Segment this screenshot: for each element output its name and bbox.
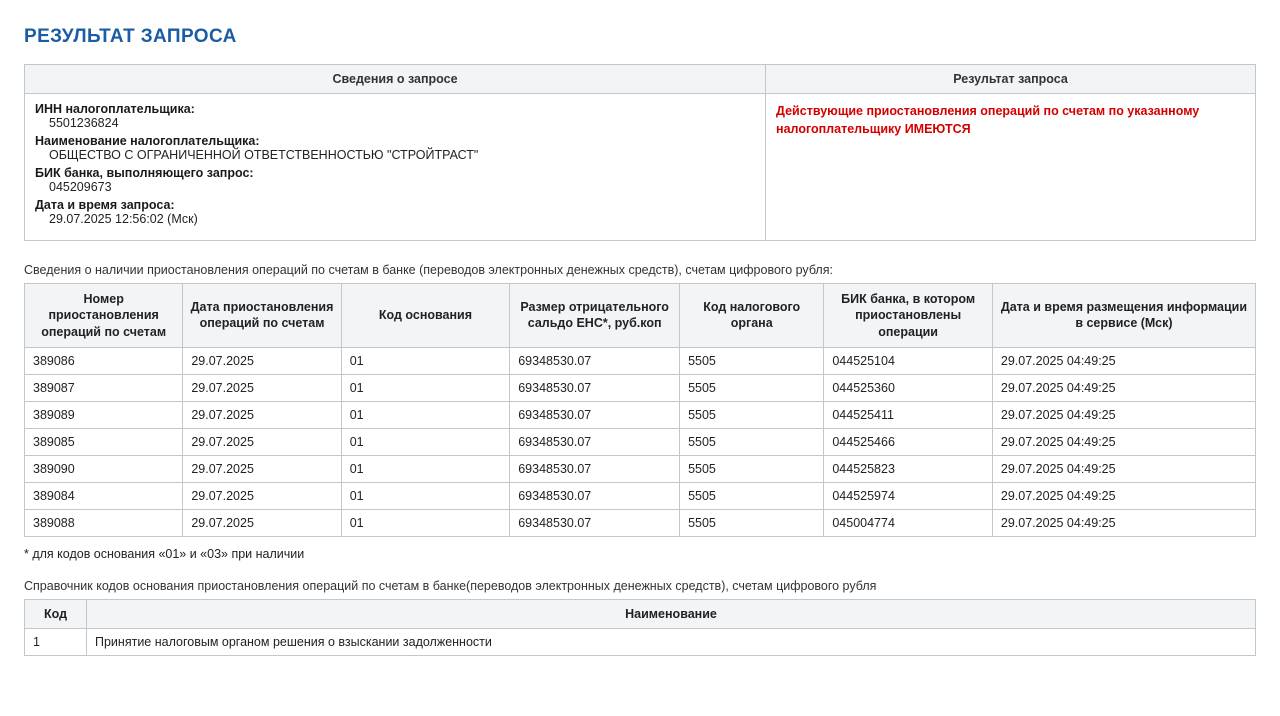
col-tax-authority-code: Код налогового органа (680, 284, 824, 348)
cell-reason-code: 01 (341, 509, 510, 536)
col-suspension-number: Номер приостановления операций по счетам (25, 284, 183, 348)
cell-tax-authority-code: 5505 (680, 482, 824, 509)
cell-suspension-date: 29.07.2025 (183, 482, 341, 509)
suspensions-table (24, 283, 1256, 537)
col-request-result: Результат запроса (766, 65, 1256, 94)
cell-tax-authority-code: 5505 (680, 401, 824, 428)
result-status-text: Действующие приостановления операций по счетам по указанному налогоплательщику ИМЕЮТСЯ (776, 104, 1200, 137)
suspensions-caption: Сведения о наличии приостановления операций по счетам в банке (переводов электронных денежных средств), счетам цифрового рубля: (24, 263, 833, 277)
table-row (25, 628, 1256, 655)
cell-tax-authority-code: 5505 (680, 347, 824, 374)
table-row (25, 482, 1256, 509)
cell-bank-bik: 044525411 (824, 401, 993, 428)
bik-value: 045209673 (49, 180, 112, 194)
taxpayer-name-value: ОБЩЕСТВО С ОГРАНИЧЕННОЙ ОТВЕТСТВЕННОСТЬЮ "СТРОЙТРАСТ" (49, 148, 479, 162)
cell-bank-bik: 044525974 (824, 482, 993, 509)
table-row (25, 94, 1256, 241)
col-bank-bik: БИК банка, в котором приостановлены операции (824, 284, 993, 348)
cell-publication-datetime: 29.07.2025 04:49:25 (992, 482, 1255, 509)
cell-reason-code: 01 (341, 455, 510, 482)
cell-bank-bik: 044525823 (824, 455, 993, 482)
cell-suspension-date: 29.07.2025 (183, 455, 341, 482)
cell-suspension-number: 389088 (25, 509, 183, 536)
cell-suspension-date: 29.07.2025 (183, 347, 341, 374)
cell-suspension-number: 389087 (25, 374, 183, 401)
cell-code: 1 (25, 628, 87, 655)
col-name: Наименование (87, 599, 1256, 628)
col-reason-code: Код основания (341, 284, 510, 348)
request-result-cell (766, 94, 1256, 241)
table-row (25, 374, 1256, 401)
cell-tax-authority-code: 5505 (680, 509, 824, 536)
request-datetime-label: Дата и время запроса: (35, 198, 175, 212)
cell-publication-datetime: 29.07.2025 04:49:25 (992, 374, 1255, 401)
col-publication-datetime: Дата и время размещения информации в сервисе (Мск) (992, 284, 1255, 348)
cell-tax-authority-code: 5505 (680, 455, 824, 482)
table-header-row (25, 599, 1256, 628)
cell-name: Принятие налоговым органом решения о взыскании задолженности (87, 628, 1256, 655)
table-row (25, 509, 1256, 536)
table-header-row (25, 65, 1256, 94)
request-datetime-value: 29.07.2025 12:56:02 (Мск) (49, 212, 198, 226)
cell-reason-code: 01 (341, 374, 510, 401)
cell-negative-balance: 69348530.07 (510, 374, 680, 401)
col-suspension-date: Дата приостановления операций по счетам (183, 284, 341, 348)
cell-negative-balance: 69348530.07 (510, 428, 680, 455)
reason-codes-table (24, 599, 1256, 656)
request-summary-table (24, 64, 1256, 241)
cell-negative-balance: 69348530.07 (510, 347, 680, 374)
cell-bank-bik: 044525104 (824, 347, 993, 374)
cell-tax-authority-code: 5505 (680, 428, 824, 455)
cell-negative-balance: 69348530.07 (510, 482, 680, 509)
cell-publication-datetime: 29.07.2025 04:49:25 (992, 347, 1255, 374)
inn-value: 5501236824 (49, 116, 119, 130)
table-row (25, 455, 1256, 482)
cell-suspension-date: 29.07.2025 (183, 428, 341, 455)
bik-label: БИК банка, выполняющего запрос: (35, 166, 254, 180)
cell-suspension-date: 29.07.2025 (183, 401, 341, 428)
cell-bank-bik: 045004774 (824, 509, 993, 536)
cell-suspension-date: 29.07.2025 (183, 374, 341, 401)
cell-negative-balance: 69348530.07 (510, 509, 680, 536)
table-row (25, 428, 1256, 455)
cell-reason-code: 01 (341, 401, 510, 428)
cell-reason-code: 01 (341, 482, 510, 509)
cell-reason-code: 01 (341, 347, 510, 374)
cell-publication-datetime: 29.07.2025 04:49:25 (992, 509, 1255, 536)
request-info-cell (25, 94, 766, 241)
cell-reason-code: 01 (341, 428, 510, 455)
table-header-row (25, 284, 1256, 348)
cell-publication-datetime: 29.07.2025 04:49:25 (992, 428, 1255, 455)
col-request-info: Сведения о запросе (25, 65, 766, 94)
cell-negative-balance: 69348530.07 (510, 455, 680, 482)
taxpayer-name-label: Наименование налогоплательщика: (35, 134, 260, 148)
table-row (25, 347, 1256, 374)
cell-negative-balance: 69348530.07 (510, 401, 680, 428)
page-title: РЕЗУЛЬТАТ ЗАПРОСА (24, 26, 237, 47)
col-negative-balance: Размер отрицательного сальдо ЕНС*, руб.коп (510, 284, 680, 348)
cell-bank-bik: 044525466 (824, 428, 993, 455)
reference-caption: Справочник кодов основания приостановления операций по счетам в банке(переводов электронных денежных средств), счетам цифрового рубля (24, 578, 877, 593)
cell-suspension-number: 389084 (25, 482, 183, 509)
col-code: Код (25, 599, 87, 628)
table-row (25, 401, 1256, 428)
cell-suspension-number: 389089 (25, 401, 183, 428)
cell-publication-datetime: 29.07.2025 04:49:25 (992, 455, 1255, 482)
cell-suspension-number: 389085 (25, 428, 183, 455)
inn-label: ИНН налогоплательщика: (35, 102, 195, 116)
suspensions-footnote: * для кодов основания «01» и «03» при наличии (24, 546, 305, 561)
cell-suspension-number: 389086 (25, 347, 183, 374)
cell-suspension-date: 29.07.2025 (183, 509, 341, 536)
cell-publication-datetime: 29.07.2025 04:49:25 (992, 401, 1255, 428)
cell-tax-authority-code: 5505 (680, 374, 824, 401)
cell-bank-bik: 044525360 (824, 374, 993, 401)
cell-suspension-number: 389090 (25, 455, 183, 482)
